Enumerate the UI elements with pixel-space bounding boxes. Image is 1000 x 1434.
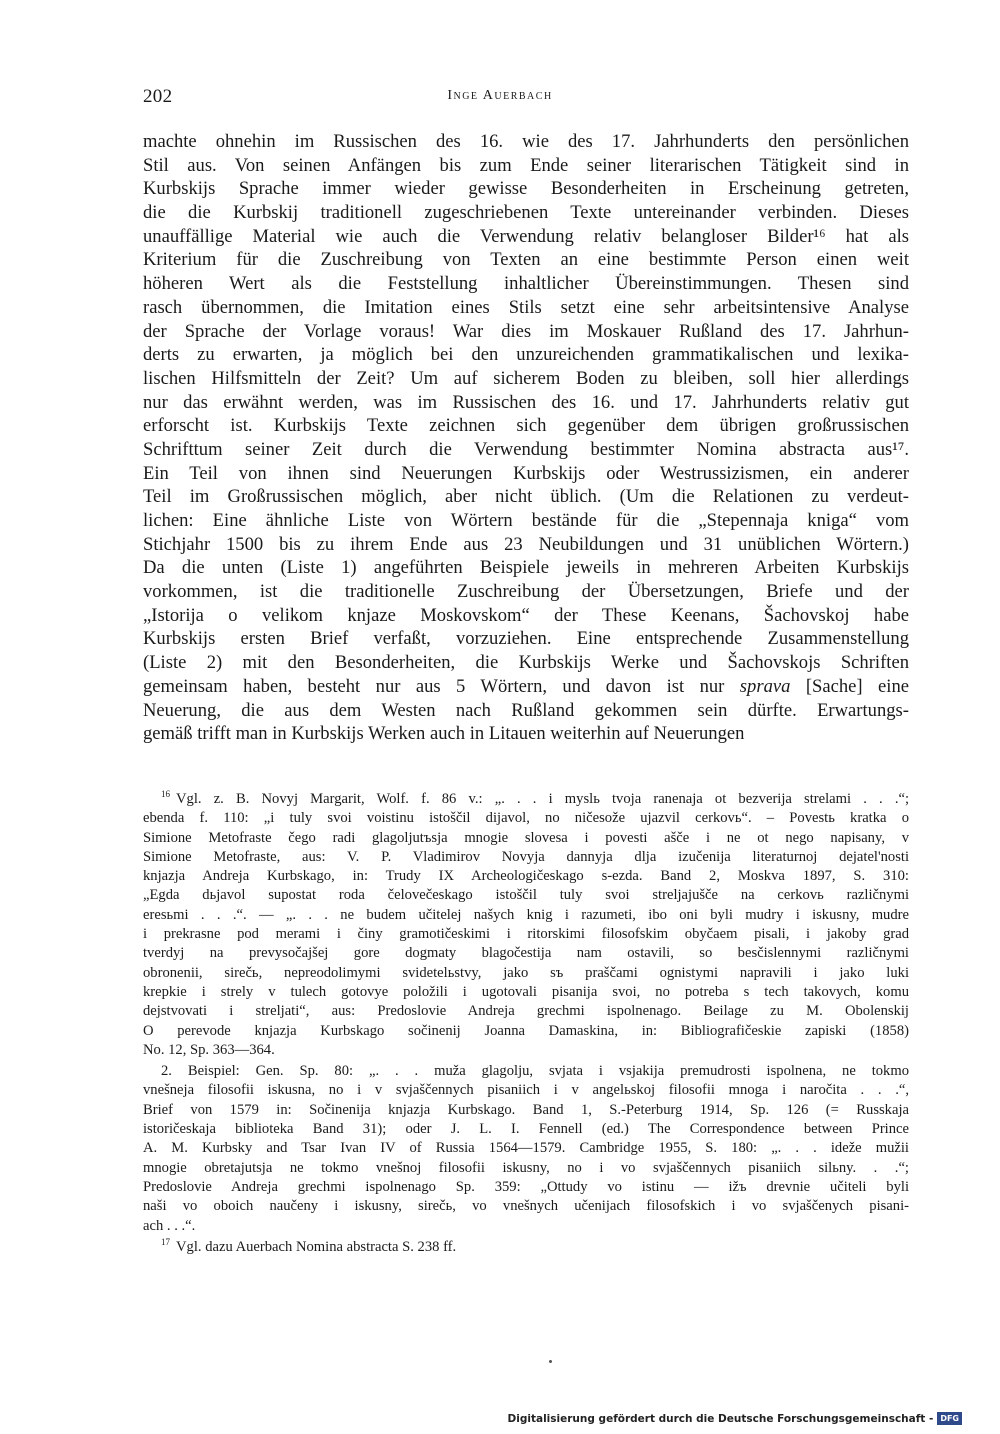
body-line-with-italic [143,675,909,699]
body-line: Ein Teil von ihnen sind Neuerungen Kurbskijs oder Westrussizismen, ein anderer [143,462,909,484]
body-line: „Istorija o velikom knjaze Moskovskom“ der These Keenans, Šachovskoj habe [143,604,909,626]
body-line: Stil aus. Von seinen Anfängen bis zum Ende seiner literarischen Tätigkeit sind in [143,154,909,176]
body-line: erforscht ist. Kurbskijs Texte zeichnen sich gegenüber dem übrigen großrussischen [143,415,909,437]
footnote-line [143,1101,909,1120]
footnote-line [143,964,909,983]
body-line: gemäß trifft man in Kurbskijs Werken auch in Litauen weiterhin auf Neuerungen [143,723,745,745]
italic-term: sprava [739,675,791,697]
running-head: Inge Auerbach [447,88,553,103]
footnote-text: Vgl. dazu Auerbach Nomina abstracta S. 238 ff. [176,1238,457,1255]
body-line: Da die unten (Liste 1) angeführten Beispiele jeweils in mehreren Arbeiten Kurbskijs [143,557,909,579]
body-line: unauffällige Material wie auch die Verwendung relativ belangloser Bilder¹⁶ hat als [143,225,909,247]
footnote-text: vnešneja filosofii iskusna, no i v svjaščennych pisaniich i v angelьskoj filosofii mnoga i naročita . . .“, [143,1082,909,1099]
footnote-line [143,1197,909,1216]
footnote-line [143,1217,909,1236]
body-line: machte ohnehin im Russischen des 16. wie des 17. Jahrhunderts den persönlichen [143,131,909,152]
footnote-line [143,1238,909,1257]
footnote-text: istoričeskaja biblioteka Band 31); oder J. L. I. Fennell (ed.) The Correspondence between Prince [143,1121,909,1138]
footnote-text: dejstvovati i streljati“, aus: Predoslovie Andreja grechmi ispolnenago. Beilage zu M. Obolenskij [143,1003,909,1020]
body-line: Neuerung, die aus dem Westen nach Rußland gekommen sein dürfte. Erwartungs- [143,699,909,721]
footnote-line [143,790,909,809]
digitization-credit [508,1412,962,1425]
body-line: lischen Hilfsmitteln der Zeit? Um auf sicherem Boden zu bleiben, soll hier allerdings [143,367,909,389]
footnote-text: Vgl. z. B. Novyj Margarit, Wolf. f. 86 v.: „. . . i myslь tvoja ranenaja ot bezverija strelami . . .“; [176,791,909,807]
body-line: höheren Wert als die Feststellung inhaltlicher Übereinstimmungen. Thesen sind [143,273,909,295]
body-line: rasch übernommen, die Imitation eines Stils setzt eine sehr arbeitsintensive Analyse [143,296,909,318]
body-line: vorkommen, ist die traditionelle Zuschreibung der Übersetzungen, Briefe und der [143,581,909,603]
footnote-label: 17 [161,1236,170,1247]
body-line: lichen: Eine ähnliche Liste von Wörtern bestände für die „Stepennaja kniga“ vom [143,510,909,531]
body-line: (Liste 2) mit den Besonderheiten, die Kurbskijs Werke und Šachovskojs Schriften [143,652,909,674]
body-line-tail: [Sache] eine [790,675,910,697]
body-line-head: gemeinsam haben, besteht nur aus 5 Wörtern, und davon ist nur [143,675,740,697]
body-line: Kurbskijs ersten Brief verfaßt, vorzuziehen. Eine entsprechende Zusammenstellung [143,628,909,650]
footnote-line [143,1081,909,1100]
body-line: Kurbskijs Sprache immer wieder gewisse Besonderheiten in Erscheinung getreten, [143,178,909,200]
footnote [143,1238,909,1257]
footnote-line [143,1062,909,1081]
footnote-text: O perevode knjazja Kurbskago sočinenij Joanna Damaskina, in: Bibliografičeskie zapiski (1858) [143,1022,909,1039]
footnote-line [143,809,909,828]
footnote-text: naši vo oboich naučeny i iskusny, sirečь, vo vnešnych učenijach filosofskich i vo svjaščenych pisani- [143,1198,909,1215]
footnote-text: knjazja Andreja Kurbskago, in: Trudy IX Archeologičeskago s-ezda. Band 2, Moskva 1897, S. 310: [143,868,909,885]
footnote-text: krepkie i strely v tulech gotovye položili i ugotovali pisanija svoi, no potreba s tech takovych, komu [143,983,909,1000]
footnote-text: A. M. Kurbsky and Tsar Ivan IV of Russia 1564—1579. Cambridge 1955, S. 180: „. . . ideže mužii [143,1140,909,1157]
footnote-line [143,829,909,848]
footnote-text: „Egda dьjavol supostat roda čelovečeskago istoščil tuly svoi streljajušče na cerkovь različnymi [143,887,909,904]
footnote-text: mnogie obretajutsja ne tokmo vnešnoj filosofii iskusny, no i vo svjaščennych pisaniich silьny. . .“; [143,1159,909,1176]
footnote-line [143,1159,909,1178]
footnote-line [143,1120,909,1139]
footnote-line [143,867,909,886]
footnote-text: Simione Metofraste čego radi glagoljutъsja mnogie slovesa i povesti ašče i ne ot nego napisany, v [143,829,909,846]
dfg-logo-icon: DFG [937,1412,962,1425]
body-line: der Sprache der Vorlage voraus! War dies im Moskauer Rußland des 17. Jahrhun- [143,320,909,342]
footnote-text: No. 12, Sp. 363—364. [143,1041,275,1058]
footnote-text: eresьmi . . .“. — „. . . ne budem učitelej našych knig i razumeti, ibo oni byli mudry i iskusny, mudre [143,906,909,923]
footnote-text: Brief von 1579 in: Sočinenija knjazja Kurbskago. Band 1, S.-Peterburg 1914, Sp. 126 (= Russkaja [143,1101,909,1118]
footnotes [143,790,909,1259]
footnote-line [143,1002,909,1021]
footnote-text: obronenii, sirečь, nepreodolimymi svidetelьstvy, jako sъ praščami ognistymi napravili i jako luki [143,964,909,981]
footnote-text: Predoslovie Andreja grechmi ispolnenago Sp. 359: „Ottudy vo istinu — ižъ drevnie učiteli byli [143,1178,909,1195]
footnote-line [143,1022,909,1041]
footnote-line [143,1041,909,1060]
footnote-text: i prekrasne pod merami i činy gramotičeskimi i ritorskimi filosofskim obyčaem pisali, i jakoby grad [143,926,909,943]
footnote-line [143,944,909,963]
footnote [143,1062,909,1236]
body-line: Stichjahr 1500 bis zu ihrem Ende aus 23 Neubildungen und 31 unüblichen Wörtern.) [143,533,909,555]
footnote-text: tverdyj na prevysočajšej gore dogmaty blagočestija nam ostavili, so besčislennymi različnymi [143,945,909,962]
footnote [143,790,909,1060]
credit-text: Digitalisierung gefördert durch die Deutsche Forschungsgemeinschaft - [507,1412,934,1425]
body-line: Schrifttum seiner Zeit durch die Verwendung bestimmter Nomina abstracta aus¹⁷. [143,438,909,460]
body-line: derts zu erwarten, ja möglich bei den unzureichenden grammatikalischen und lexika- [143,344,909,366]
footnote-text: ach . . .“. [143,1217,196,1234]
body-line: Teil im Großrussischen möglich, aber nicht üblich. (Um die Relationen zu verdeut- [143,486,909,508]
footnote-text: 2. Beispiel: Gen. Sp. 80: „. . . muža glagolju, svjata i vsjakija premudrosti ispolnena, ne tokmo [161,1063,909,1080]
footnote-text: Simione Metofraste, aus: V. P. Vladimirov Novyja dannyja dlja izučenija literaturnoj dejatel'nosti [143,848,909,865]
page-number: 202 [143,86,173,107]
footnote-line [143,1139,909,1158]
body-text [143,130,909,746]
footnote-line [143,983,909,1002]
footnote-label: 16 [161,789,170,800]
body-line: Kriterium für die Zuschreibung von Texten an eine bestimmte Person einen weit [143,249,909,271]
footnote-line [143,906,909,925]
body-line: die die Kurbskij traditionell zugeschriebenen Texte untereinander verbinden. Dieses [143,202,909,224]
footnote-text: ebenda f. 110: „i tuly svoi voistinu istoščil dijavol, no ničesože ujazvil cerkovь“. – Povestь kratka o [143,810,909,827]
footnote-line [143,886,909,905]
body-line: nur das erwähnt werden, was im Russischen des 16. und 17. Jahrhunderts relativ gut [143,391,909,413]
footnote-line [143,1178,909,1197]
footnote-line [143,848,909,867]
scan-speck [549,1360,552,1363]
footnote-line [143,925,909,944]
